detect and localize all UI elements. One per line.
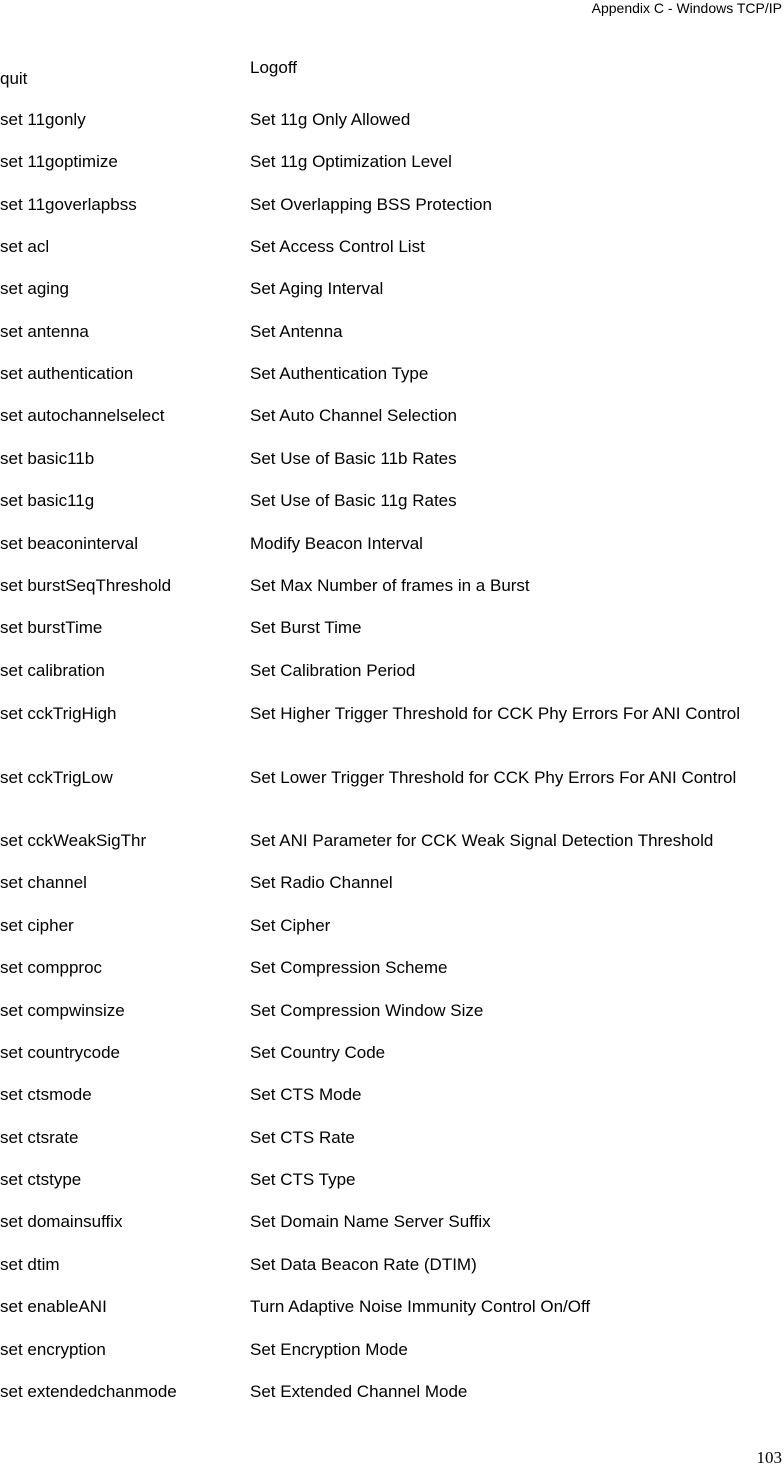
command-description: Set Cipher: [250, 916, 331, 935]
running-header: Appendix C - Windows TCP/IP: [591, 0, 782, 16]
command-name: set cipher: [0, 916, 74, 935]
command-name: set dtim: [0, 1255, 60, 1274]
command-description: Set Calibration Period: [250, 661, 416, 680]
command-description: Turn Adaptive Noise Immunity Control On/Off: [250, 1297, 591, 1316]
command-name: set antenna: [0, 322, 89, 341]
command-name: set cckTrigLow: [0, 768, 113, 787]
command-description: Logoff: [250, 58, 297, 77]
command-name: set burstTime: [0, 618, 103, 637]
command-description: Set Data Beacon Rate (DTIM): [250, 1255, 477, 1274]
command-description: Set Use of Basic 11b Rates: [250, 449, 457, 468]
command-description: Set Auto Channel Selection: [250, 406, 457, 425]
command-name: set autochannelselect: [0, 406, 165, 425]
command-name: set ctsmode: [0, 1085, 92, 1104]
command-description: Set Authentication Type: [250, 364, 429, 383]
command-description: Set Aging Interval: [250, 279, 384, 298]
command-description: Set Overlapping BSS Protection: [250, 195, 492, 214]
command-description: Set ANI Parameter for CCK Weak Signal Detection Threshold: [250, 831, 714, 850]
command-name: set basic11g: [0, 491, 95, 510]
command-name: set compwinsize: [0, 1001, 125, 1020]
command-name: set 11goverlapbss: [0, 195, 137, 214]
command-name: quit: [0, 69, 28, 88]
command-description: Set Country Code: [250, 1043, 386, 1062]
command-description: Set CTS Type: [250, 1170, 356, 1189]
command-name: set burstSeqThreshold: [0, 576, 172, 595]
command-description: Set Max Number of frames in a Burst: [250, 576, 530, 595]
command-name: set basic11b: [0, 449, 95, 468]
command-description: Set Use of Basic 11g Rates: [250, 491, 457, 510]
command-description: Set Higher Trigger Threshold for CCK Phy Errors For ANI Control: [250, 704, 741, 723]
command-name: set aging: [0, 279, 69, 298]
command-description: Set Access Control List: [250, 237, 425, 256]
command-name: set acl: [0, 237, 50, 256]
command-description: Set CTS Rate: [250, 1128, 355, 1147]
command-description: Set Extended Channel Mode: [250, 1382, 468, 1401]
command-name: set ctstype: [0, 1170, 82, 1189]
command-name: set calibration: [0, 661, 105, 680]
command-description: Set Encryption Mode: [250, 1340, 408, 1359]
command-description: Set Compression Scheme: [250, 958, 448, 977]
command-description: Modify Beacon Interval: [250, 534, 423, 553]
command-name: set authentication: [0, 364, 134, 383]
command-name: set 11goptimize: [0, 152, 118, 171]
command-description: Set Radio Channel: [250, 873, 393, 892]
command-name: set channel: [0, 873, 87, 892]
command-description: Set CTS Mode: [250, 1085, 362, 1104]
command-name: set enableANI: [0, 1297, 107, 1316]
command-name: set beaconinterval: [0, 534, 138, 553]
command-name: set extendedchanmode: [0, 1382, 177, 1401]
command-name: set 11gonly: [0, 110, 86, 129]
command-description: Set 11g Only Allowed: [250, 110, 411, 129]
command-name: set compproc: [0, 958, 103, 977]
command-description: Set Domain Name Server Suffix: [250, 1212, 491, 1231]
command-description: Set Antenna: [250, 322, 343, 341]
command-name: set cckWeakSigThr: [0, 831, 147, 850]
command-description: Set Burst Time: [250, 618, 362, 637]
command-name: set domainsuffix: [0, 1212, 123, 1231]
command-name: set encryption: [0, 1340, 106, 1359]
command-description: Set Lower Trigger Threshold for CCK Phy Errors For ANI Control: [250, 768, 737, 787]
command-name: set cckTrigHigh: [0, 704, 117, 723]
command-name: set countrycode: [0, 1043, 121, 1062]
command-description: Set Compression Window Size: [250, 1001, 484, 1020]
command-name: set ctsrate: [0, 1128, 79, 1147]
page-number: 103: [756, 1448, 782, 1467]
command-description: Set 11g Optimization Level: [250, 152, 452, 171]
